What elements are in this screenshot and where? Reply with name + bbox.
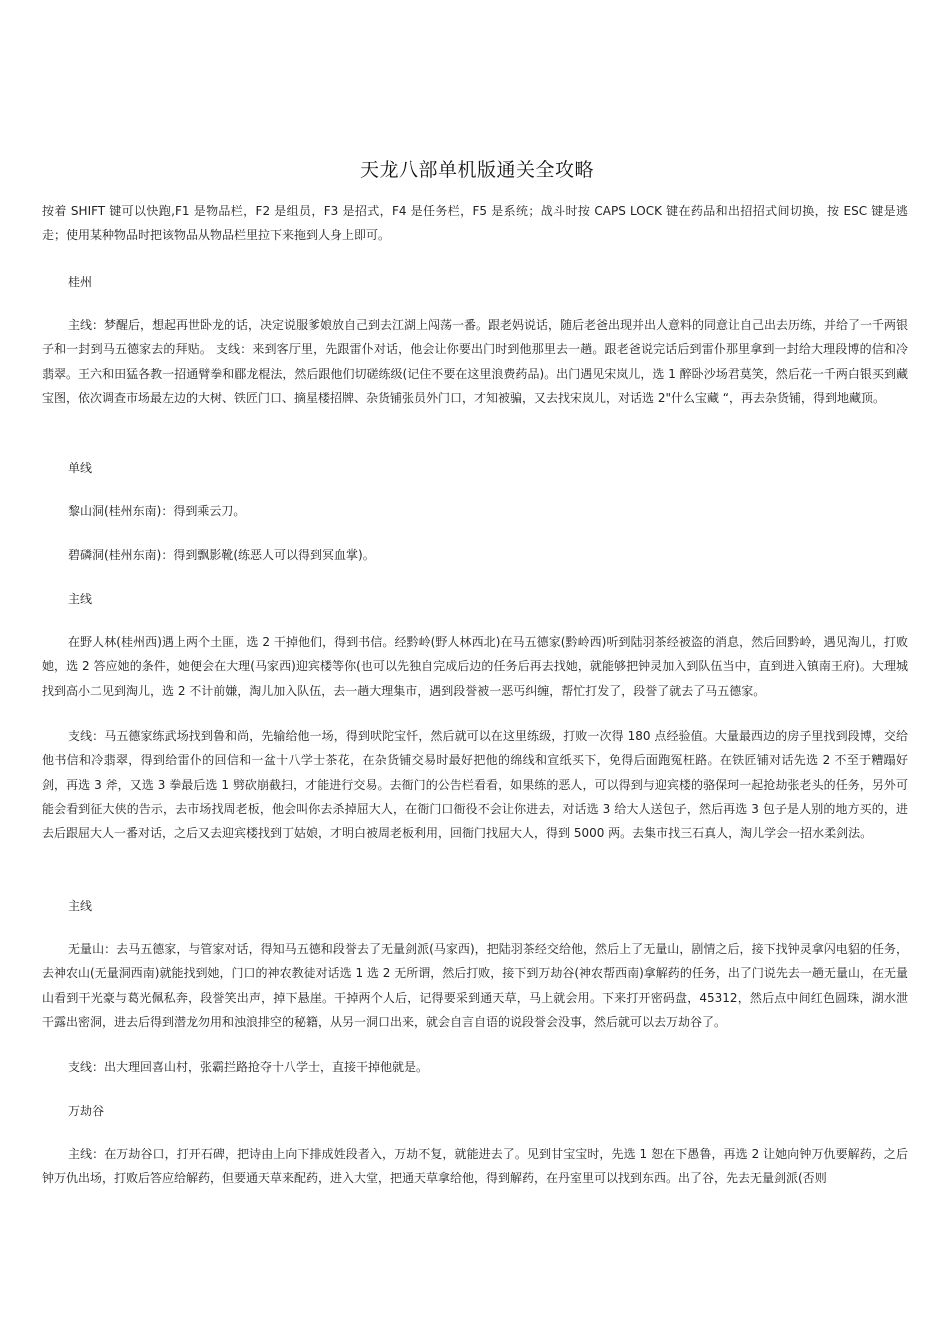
paragraph-yerenlin: 在野人林(桂州西)遇上两个土匪，选 2 干掉他们，得到书信。经黔岭(野人林西北)在马五德家(黔岭西)听到陆羽茶经被盗的消息，然后回黔岭，遇见淘儿，打败她，选 2 答应她的条件，她便会在大理(马家西)迎宾楼等你(也可以先独自完成后边的任务后再去找她，就能够把钟灵加入到队伍当中，直到进入镇南王府)。大理城找到高小二见到淘儿，选 2 不计前嫌，淘儿加入队伍，去一趟大理集市，遇到段誉被一恶丐纠缠，帮忙打发了，段誉了就去了马五德家。	[42, 635, 908, 698]
section-heading-main-2: 主线	[68, 899, 93, 913]
section-heading-wanjiegu: 万劫谷	[68, 1104, 105, 1118]
section-heading-single: 单线	[68, 461, 93, 475]
paragraph-lishandong: 黎山洞(桂州东南)：得到乘云刀。	[68, 504, 246, 518]
section-heading-main-1: 主线	[68, 592, 93, 606]
paragraph-main-guizhou: 主线：梦醒后，想起再世卧龙的话，决定说服爹娘放自己到去江湖上闯荡一番。跟老妈说话，随后老爸出现并出人意料的同意让自己出去历练，并给了一千两银子和一封到马五德家去的拜贴。 支线：来到客厅里，先跟雷仆对话，他会让你要出门时到他那里去一趟。跟老爸说完话后到雷仆那里拿到一封给大理段博的信和冷翡翠。王六和田猛各教一招通臂拳和郿龙棍法，然后跟他们切磋练级(记住不要在这里浪费药品)。出门遇见宋岚儿，选 1 醉卧沙场君莫笑，然后花一千两白银买到藏宝图，依次调查市场最左边的大树、铁匠门口、摘星楼招牌、杂货铺张员外门口，才知被骗，又去找宋岚儿，对话选 2"什么宝藏 “，再去杂货铺，得到地藏顶。	[42, 318, 909, 405]
section-heading-guizhou: 桂州	[68, 275, 93, 289]
paragraph-controls: 按着 SHIFT 键可以快跑,F1 是物品栏，F2 是组员，F3 是招式，F4 是任务栏，F5 是系统；战斗时按 CAPS LOCK 键在药品和出招招式间切换，按 ESC 键是逃走；使用某种物品时把该物品从物品栏里拉下来拖到人身上即可。	[42, 204, 908, 243]
paragraph-side-xishan: 支线：出大理回喜山村，张霸拦路抢夺十八学士，直接干掉他就是。	[68, 1060, 429, 1074]
paragraph-side-mawude: 支线：马五德家练武场找到鲁和尚，先输给他一场，得到吠陀宝忏，然后就可以在这里练级，打败一次得 180 点经验值。大量最西边的房子里找到段博，交给他书信和冷翡翠，得到给雷仆的回信和一盆十八学士茶花，在杂货铺交易时最好把他的绵线和宣纸买下，免得后面跑冤枉路。在铁匠铺对话先选 2 不至于糟蹋好剑，再选 3 斧，又选 3 拳最后选 1 劈砍崩截扫，才能进行交易。去衙门的公告栏看看，如果练的恶人，可以得到与迎宾楼的骆保珂一起抢劫张老头的任务，另外可能会看到征大侠的告示，去市场找周老板，他会叫你去杀掉屈大人，在衙门口衙役不会让你进去，对话选 3 给大人送包子，然后再选 3 包子是人别的地方买的，进去后跟屈大人一番对话，之后又去迎宾楼找到丁姑娘，才明白被周老板利用，回衙门找屈大人，得到 5000 两。去集市找三石真人，淘儿学会一招水柔剑法。	[42, 729, 908, 841]
paragraph-bilindong: 碧磷洞(桂州东南)：得到飘影靴(练恶人可以得到冥血掌)。	[68, 548, 375, 562]
paragraph-wanjiegu: 主线：在万劫谷口，打开石碑，把诗由上向下排成姓段者入，万劫不复，就能进去了。见到甘宝宝时，先选 1 恕在下愚鲁，再选 2 让她向钟万仇要解药，之后钟万仇出场，打败后答应给解药，但要通天草来配药，进入大堂，把通天草拿给他，得到解药，在丹室里可以找到东西。出了谷，先去无量剑派(否则	[42, 1147, 908, 1186]
document-title: 天龙八部单机版通关全攻略	[359, 159, 594, 181]
paragraph-wuliangshan: 无量山：去马五德家，与管家对话，得知马五德和段誉去了无量剑派(马家西)，把陆羽茶经交给他，然后上了无量山，剧情之后，接下找钟灵拿闪电貂的任务，去神农山(无量洞西南)就能找到她，门口的神农教徒对话选 1 选 2 无所谓，然后打败，接下到万劫谷(神农帮西南)拿解药的任务，出了门说先去一趟无量山，在无量山看到干光豪与葛光佩私奔，段誉笑出声，掉下悬崖。干掉两个人后，记得要采到通天草，马上就会用。下来打开密码盘，45312，然后点中间红色圆珠，湖水泄干露出密洞，进去后得到潜龙勿用和浊浪排空的秘籍，从另一洞口出来，就会自言自语的说段誉会没事，然后就可以去万劫谷了。	[42, 942, 908, 1029]
